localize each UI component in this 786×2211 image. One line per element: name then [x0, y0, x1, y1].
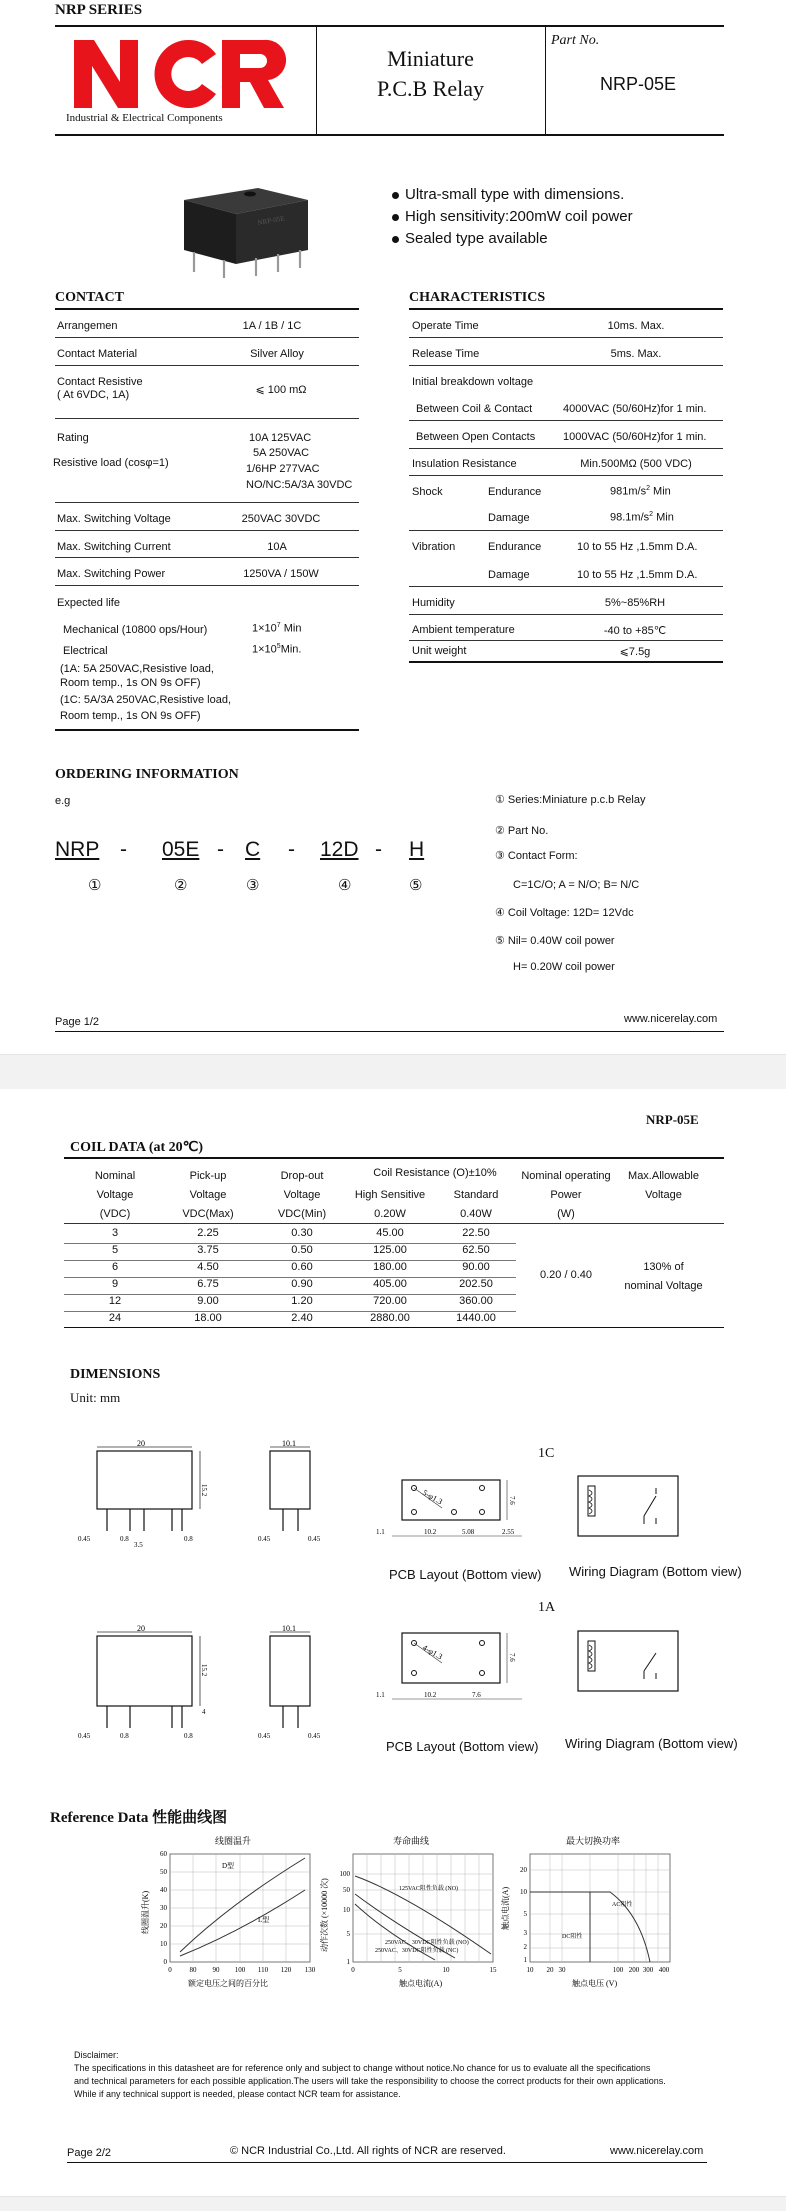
page-2: [0, 1089, 786, 2210]
table-cell: 62.50: [462, 1244, 490, 1256]
ambient-label: Ambient temperature: [412, 624, 515, 636]
title-line2: P.C.B Relay: [377, 76, 484, 101]
svg-text:50: 50: [160, 1868, 167, 1876]
reference-heading: Reference Data 性能曲线图: [50, 1810, 228, 1826]
disclaimer-title: Disclaimer:: [74, 2050, 119, 2060]
resistance-header: Coil Resistance (O)±10%: [373, 1167, 497, 1179]
svg-text:130: 130: [304, 1966, 316, 1974]
shock-label: Shock: [412, 486, 443, 498]
graph-life-curve: [315, 1834, 505, 2004]
electrical-value: $1\times 10^5Min$.: [252, 643, 302, 656]
svg-text:90: 90: [212, 1966, 220, 1974]
disclaimer-line: and technical parameters for each possible application.The users will take the responsibility to choose the correct products for their own applications.: [74, 2076, 666, 2086]
material-value: Silver Alloy: [250, 348, 304, 360]
svg-text:7.6: 7.6: [508, 1496, 516, 1505]
insulation-value: Min.500MΩ (500 VDC): [580, 458, 692, 470]
svg-text:100: 100: [612, 1966, 624, 1974]
mechanical-label: Mechanical (10800 ops/Hour): [63, 624, 208, 636]
dim-1c-side: [258, 1439, 348, 1559]
svg-text:5: 5: [523, 1910, 527, 1918]
svg-text:20: 20: [137, 1439, 145, 1448]
svg-text:5: 5: [346, 1930, 350, 1938]
characteristics-heading: CHARACTERISTICS: [409, 290, 546, 305]
table-cell: 45.00: [376, 1227, 404, 1239]
table-cell: 360.00: [459, 1295, 493, 1307]
svg-text:3.5: 3.5: [134, 1541, 143, 1549]
page-separator: [0, 1054, 786, 1090]
shock-damage-label: Damage: [488, 512, 530, 524]
table-cell: 24: [108, 1312, 122, 1324]
title-line1: Miniature: [387, 46, 474, 71]
operating-power-header: Nominal operating Power (W): [521, 1170, 611, 1220]
max-voltage-label: Max. Switching Voltage: [57, 513, 171, 525]
max-power-value: 1250VA / 150W: [243, 568, 319, 580]
arrangement-label: Arrangemen: [57, 320, 118, 332]
vibration-endurance-value: 10 to 55 Hz ,1.5mm D.A.: [577, 541, 698, 553]
pcb-layout-1c: [372, 1474, 532, 1564]
svg-text:0.8: 0.8: [120, 1732, 129, 1740]
svg-text:20: 20: [137, 1624, 145, 1633]
resistive-label: Contact Resistive: [57, 376, 143, 388]
pickup-header: Pick-up Voltage VDC(Max): [182, 1170, 234, 1220]
contact-heading: CONTACT: [55, 290, 124, 305]
vibration-damage-value: 10 to 55 Hz ,1.5mm D.A.: [577, 569, 698, 581]
svg-text:10: 10: [442, 1966, 450, 1974]
svg-text:2.55: 2.55: [502, 1528, 515, 1536]
disclaimer: [74, 2049, 666, 2101]
svg-text:250VAC、30VDC阻性负载 (NO): 250VAC、30VDC阻性负载 (NO): [385, 1940, 469, 1946]
shock-endurance-label: Endurance: [488, 486, 542, 498]
feature-item: Ultra-small type with dimensions.: [392, 184, 633, 206]
svg-text:1.1: 1.1: [376, 1528, 385, 1536]
footer-page-2: Page 2/2: [67, 2147, 112, 2159]
dim-1c-front: [72, 1439, 222, 1559]
bullet-icon: [392, 192, 399, 199]
legend-line: ⑤ Nil= 0.40W coil power: [495, 935, 615, 947]
table-cell: 5: [111, 1244, 119, 1256]
svg-text:10.1: 10.1: [282, 1439, 296, 1448]
bullet-icon: [392, 236, 399, 243]
nominal-header: Nominal Voltage (VDC): [94, 1170, 136, 1220]
svg-text:10: 10: [160, 1940, 167, 1948]
svg-text:3: 3: [523, 1929, 527, 1937]
footer-page: Page 1/2: [55, 1016, 100, 1028]
table-cell: 18.00: [194, 1312, 222, 1324]
table-cell: 0.30: [291, 1227, 313, 1239]
table-cell: 4.50: [197, 1261, 219, 1273]
table-cell: 720.00: [373, 1295, 407, 1307]
insulation-label: Insulation Resistance: [412, 458, 517, 470]
footer-url[interactable]: www.nicerelay.com: [624, 1013, 718, 1025]
life-note-4: Room temp., 1s ON 9s OFF): [60, 710, 201, 722]
open-contacts-label: Between Open Contacts: [416, 431, 536, 443]
dimensions-heading: DIMENSIONS: [70, 1367, 161, 1382]
svg-text:0.45: 0.45: [78, 1535, 91, 1543]
order-part-series: NRP: [55, 838, 100, 861]
table-cell: 6.75: [197, 1278, 219, 1290]
circle-1: ①: [88, 877, 102, 894]
svg-text:7.6: 7.6: [508, 1653, 516, 1662]
svg-text:10.1: 10.1: [282, 1624, 296, 1633]
logo-tagline: Industrial & Electrical Components: [66, 112, 223, 124]
svg-text:0.8: 0.8: [120, 1535, 129, 1543]
svg-text:50: 50: [343, 1886, 350, 1894]
resistive-value: ⩽ 100 mΩ: [255, 384, 307, 396]
dim-1a-front: [72, 1624, 222, 1749]
table-cell: 22.50: [462, 1227, 490, 1239]
svg-text:15: 15: [489, 1966, 497, 1974]
svg-text:10: 10: [520, 1888, 527, 1896]
unit-label: Unit: mm: [70, 1390, 121, 1405]
part-no: NRP-05E: [600, 74, 677, 94]
svg-text:110: 110: [257, 1966, 269, 1974]
svg-text:120: 120: [280, 1966, 292, 1974]
release-value: 5ms. Max.: [610, 348, 662, 360]
table-cell: 2.25: [197, 1227, 219, 1239]
legend-line: ④ Coil Voltage: 12D= 12Vdc: [495, 907, 634, 919]
svg-text:5.08: 5.08: [462, 1528, 475, 1536]
table-cell: 6: [111, 1261, 119, 1273]
svg-text:NRP-05E: NRP-05E: [256, 214, 286, 227]
svg-text:10.2: 10.2: [424, 1691, 437, 1699]
svg-text:L型: L型: [258, 1916, 270, 1924]
table-cell: 0.50: [291, 1244, 313, 1256]
svg-text:2: 2: [523, 1943, 527, 1951]
coil-heading: COIL DATA (at 20℃): [70, 1140, 204, 1155]
table-cell: 405.00: [373, 1278, 407, 1290]
svg-text:80: 80: [189, 1966, 197, 1974]
svg-text:D型: D型: [222, 1862, 235, 1870]
order-part-contact: C: [245, 838, 261, 861]
disclaimer-line: The specifications in this datasheet are for reference only and subject to change without notice.No chance for us to evaluate all the specifications: [74, 2063, 651, 2073]
vibration-damage-label: Damage: [488, 569, 530, 581]
life-note-1: (1A: 5A 250VAC,Resistive load,: [60, 663, 214, 675]
svg-text:0.45: 0.45: [258, 1732, 271, 1740]
rating-value-2: 5A 250VAC: [253, 447, 310, 459]
pcb-caption-1a: PCB Layout (Bottom view): [386, 1739, 539, 1754]
svg-text:15.2: 15.2: [200, 1664, 208, 1677]
svg-text:动作次数 (×10000 次): 动作次数 (×10000 次): [320, 1878, 329, 1952]
allowable-value-2: nominal Voltage: [624, 1280, 703, 1292]
vibration-endurance-label: Endurance: [488, 541, 542, 553]
svg-text:0.8: 0.8: [184, 1732, 193, 1740]
ordering-heading: ORDERING INFORMATION: [55, 767, 239, 782]
table-cell: 1.20: [291, 1295, 313, 1307]
table-cell: 9: [111, 1278, 119, 1290]
wiring-1c: [574, 1472, 684, 1542]
order-part-power: H: [409, 838, 425, 861]
svg-text:20: 20: [520, 1866, 527, 1874]
order-dash: -: [217, 838, 224, 861]
svg-text:AC阻性: AC阻性: [612, 1902, 633, 1908]
humidity-value: 5%~85%RH: [604, 597, 666, 609]
svg-text:20: 20: [546, 1966, 554, 1974]
allowable-value-1: 130% of: [643, 1261, 684, 1273]
circle-3: ③: [246, 877, 260, 894]
open-contacts-value: 1000VAC (50/60Hz)for 1 min.: [563, 431, 707, 443]
table-cell: 3: [111, 1227, 119, 1239]
graph-coil-temperature: [140, 1834, 320, 2004]
standard-header: Standard 0.40W: [453, 1189, 499, 1220]
bullet-icon: [392, 214, 399, 221]
table-cell: 2880.00: [370, 1312, 410, 1324]
svg-text:15.2: 15.2: [200, 1484, 208, 1497]
svg-text:20: 20: [160, 1922, 167, 1930]
table-cell: 202.50: [459, 1278, 493, 1290]
svg-text:0.8: 0.8: [184, 1535, 193, 1543]
order-part-number: 05E: [162, 838, 200, 861]
table-cell: 180.00: [373, 1261, 407, 1273]
legend-line: ① Series:Miniature p.c.b Relay: [495, 794, 646, 806]
wiring-caption-1c: Wiring Diagram (Bottom view): [569, 1564, 742, 1579]
weight-value: ⩽7.5g: [619, 646, 651, 658]
max-current-label: Max. Switching Current: [57, 541, 171, 553]
svg-text:最大切换功率: 最大切换功率: [566, 1836, 621, 1846]
order-dash: -: [288, 838, 295, 861]
humidity-label: Humidity: [412, 597, 455, 609]
table-cell: 12: [108, 1295, 122, 1307]
ncr-logo: [66, 34, 306, 116]
svg-text:400: 400: [658, 1966, 670, 1974]
material-label: Contact Material: [57, 348, 138, 360]
feature-item: High sensitivity:200mW coil power: [392, 206, 633, 228]
svg-text:线圈温升(K): 线圈温升(K): [141, 1890, 150, 1934]
svg-text:4: 4: [202, 1708, 206, 1716]
svg-text:寿命曲线: 寿命曲线: [393, 1836, 430, 1846]
legend-line: C=1C/O; A = N/O; B= N/C: [513, 879, 640, 891]
svg-text:触点电流(A): 触点电流(A): [399, 1979, 443, 1988]
pcb-caption-1c: PCB Layout (Bottom view): [389, 1567, 542, 1582]
svg-text:30: 30: [160, 1904, 167, 1912]
svg-text:10: 10: [343, 1906, 350, 1914]
release-label: Release Time: [412, 348, 480, 360]
breakdown-label: Initial breakdown voltage: [412, 376, 534, 388]
legend-line: ③ Contact Form:: [495, 850, 578, 862]
resistive-load-label: Resistive load (cosφ=1): [53, 457, 169, 469]
svg-text:250VAC、30VDC阻性负载 (NC): 250VAC、30VDC阻性负载 (NC): [375, 1948, 459, 1954]
svg-text:0: 0: [168, 1966, 172, 1974]
coil-contact-value: 4000VAC (50/60Hz)for 1 min.: [563, 403, 707, 415]
table-cell: 0.90: [291, 1278, 313, 1290]
resistive-sublabel: ( At 6VDC, 1A): [57, 389, 130, 401]
svg-text:5: 5: [398, 1966, 402, 1974]
order-dash: -: [120, 838, 127, 861]
high-sensitive-header: High Sensitive 0.20W: [354, 1189, 426, 1220]
order-dash: -: [375, 838, 382, 861]
page2-part-no: NRP-05E: [646, 1112, 699, 1127]
svg-text:7.6: 7.6: [472, 1691, 481, 1699]
svg-text:DC阻性: DC阻性: [562, 1934, 583, 1940]
mechanical-value: $1\times 10^7$ Min: [252, 622, 302, 635]
part-no-label: Part No.: [551, 33, 600, 48]
svg-text:1.1: 1.1: [376, 1691, 385, 1699]
page-1: [0, 0, 786, 1054]
svg-text:0: 0: [163, 1958, 167, 1966]
disclaimer-line: While if any technical support is needed, please contact NCR team for assistance.: [74, 2089, 401, 2099]
svg-text:0.45: 0.45: [308, 1535, 321, 1543]
table-cell: 9.00: [197, 1295, 219, 1307]
svg-text:额定电压之间的百分比: 额定电压之间的百分比: [188, 1979, 268, 1988]
dim-1a-side: [258, 1624, 348, 1749]
circle-4: ④: [338, 877, 352, 894]
table-cell: 2.40: [291, 1312, 313, 1324]
graph-switching-power: [500, 1834, 680, 2004]
legend-line: H= 0.20W coil power: [513, 961, 615, 973]
svg-text:4-φ1.3: 4-φ1.3: [421, 1642, 444, 1662]
operate-value: 10ms. Max.: [607, 320, 665, 332]
ambient-value: -40 to +85℃: [603, 625, 667, 637]
svg-text:40: 40: [160, 1886, 167, 1894]
series-title: NRP SERIES: [55, 2, 143, 18]
table-cell: 125.00: [373, 1244, 407, 1256]
rating-value-4: NO/NC:5A/3A 30VDC: [246, 479, 353, 491]
electrical-label: Electrical: [63, 645, 108, 657]
shock-endurance-value: $981m/s^2$ Min: [610, 485, 671, 498]
svg-text:100: 100: [339, 1870, 350, 1878]
arrangement-value: 1A / 1B / 1C: [242, 320, 302, 332]
table-cell: 1440.00: [456, 1312, 496, 1324]
coil-contact-label: Between Coil & Contact: [416, 403, 533, 415]
svg-text:125VAC阻性负载 (NO): 125VAC阻性负载 (NO): [399, 1886, 459, 1892]
operating-power-value: 0.20 / 0.40: [540, 1269, 592, 1281]
rating-label: Rating: [57, 432, 89, 444]
svg-text:触点电流(A): 触点电流(A): [501, 1886, 510, 1930]
feature-list: [392, 184, 633, 250]
label-1a: 1A: [538, 1600, 556, 1615]
weight-label: Unit weight: [412, 645, 467, 657]
svg-text:线圈温升: 线圈温升: [215, 1836, 252, 1846]
svg-text:1: 1: [523, 1956, 527, 1964]
svg-text:触点电压 (V): 触点电压 (V): [572, 1979, 618, 1988]
circle-2: ②: [174, 877, 188, 894]
svg-text:10.2: 10.2: [424, 1528, 437, 1536]
shock-damage-value: $98.1m/s^2$ Min: [610, 511, 674, 524]
order-part-voltage: 12D: [320, 838, 359, 861]
svg-text:0.45: 0.45: [78, 1732, 91, 1740]
svg-text:30: 30: [558, 1966, 566, 1974]
rating-value-1: 10A 125VAC: [249, 432, 312, 444]
footer-url-2[interactable]: www.nicerelay.com: [610, 2145, 704, 2157]
svg-text:0.45: 0.45: [258, 1535, 271, 1543]
wiring-1a: [574, 1627, 684, 1697]
max-voltage-value: 250VAC 30VDC: [241, 513, 321, 525]
max-power-label: Max. Switching Power: [57, 568, 166, 580]
svg-text:0.45: 0.45: [308, 1732, 321, 1740]
operate-label: Operate Time: [412, 320, 479, 332]
table-cell: 0.60: [291, 1261, 313, 1273]
pcb-layout-1a: [372, 1627, 532, 1717]
svg-text:200: 200: [628, 1966, 640, 1974]
svg-text:5-φ1.3: 5-φ1.3: [421, 1487, 444, 1507]
life-note-2: Room temp., 1s ON 9s OFF): [60, 677, 201, 689]
vibration-label: Vibration: [412, 541, 456, 553]
wiring-caption-1a: Wiring Diagram (Bottom view): [565, 1736, 738, 1751]
label-1c: 1C: [538, 1446, 555, 1461]
max-current-value: 10A: [267, 541, 287, 553]
life-label: Expected life: [57, 597, 120, 609]
dropout-header: Drop-out Voltage VDC(Min): [277, 1170, 327, 1220]
feature-item: Sealed type available: [392, 228, 633, 250]
bottom-separator: [0, 2196, 786, 2211]
svg-text:60: 60: [160, 1850, 167, 1858]
svg-text:300: 300: [642, 1966, 654, 1974]
allowable-header: Max.Allowable Voltage: [628, 1170, 699, 1201]
table-cell: 3.75: [197, 1244, 219, 1256]
eg-label: e.g: [55, 795, 71, 807]
legend-line: ② Part No.: [495, 825, 549, 837]
svg-text:100: 100: [234, 1966, 246, 1974]
svg-text:0: 0: [351, 1966, 355, 1974]
svg-text:1: 1: [346, 1958, 350, 1966]
copyright: © NCR Industrial Co.,Ltd. All rights of NCR are reserved.: [230, 2145, 506, 2157]
table-cell: 90.00: [462, 1261, 490, 1273]
circle-5: ⑤: [409, 877, 423, 894]
relay-image: [178, 180, 318, 280]
life-note-3: (1C: 5A/3A 250VAC,Resistive load,: [60, 694, 231, 706]
rating-value-3: 1/6HP 277VAC: [246, 463, 320, 475]
svg-text:10: 10: [526, 1966, 534, 1974]
